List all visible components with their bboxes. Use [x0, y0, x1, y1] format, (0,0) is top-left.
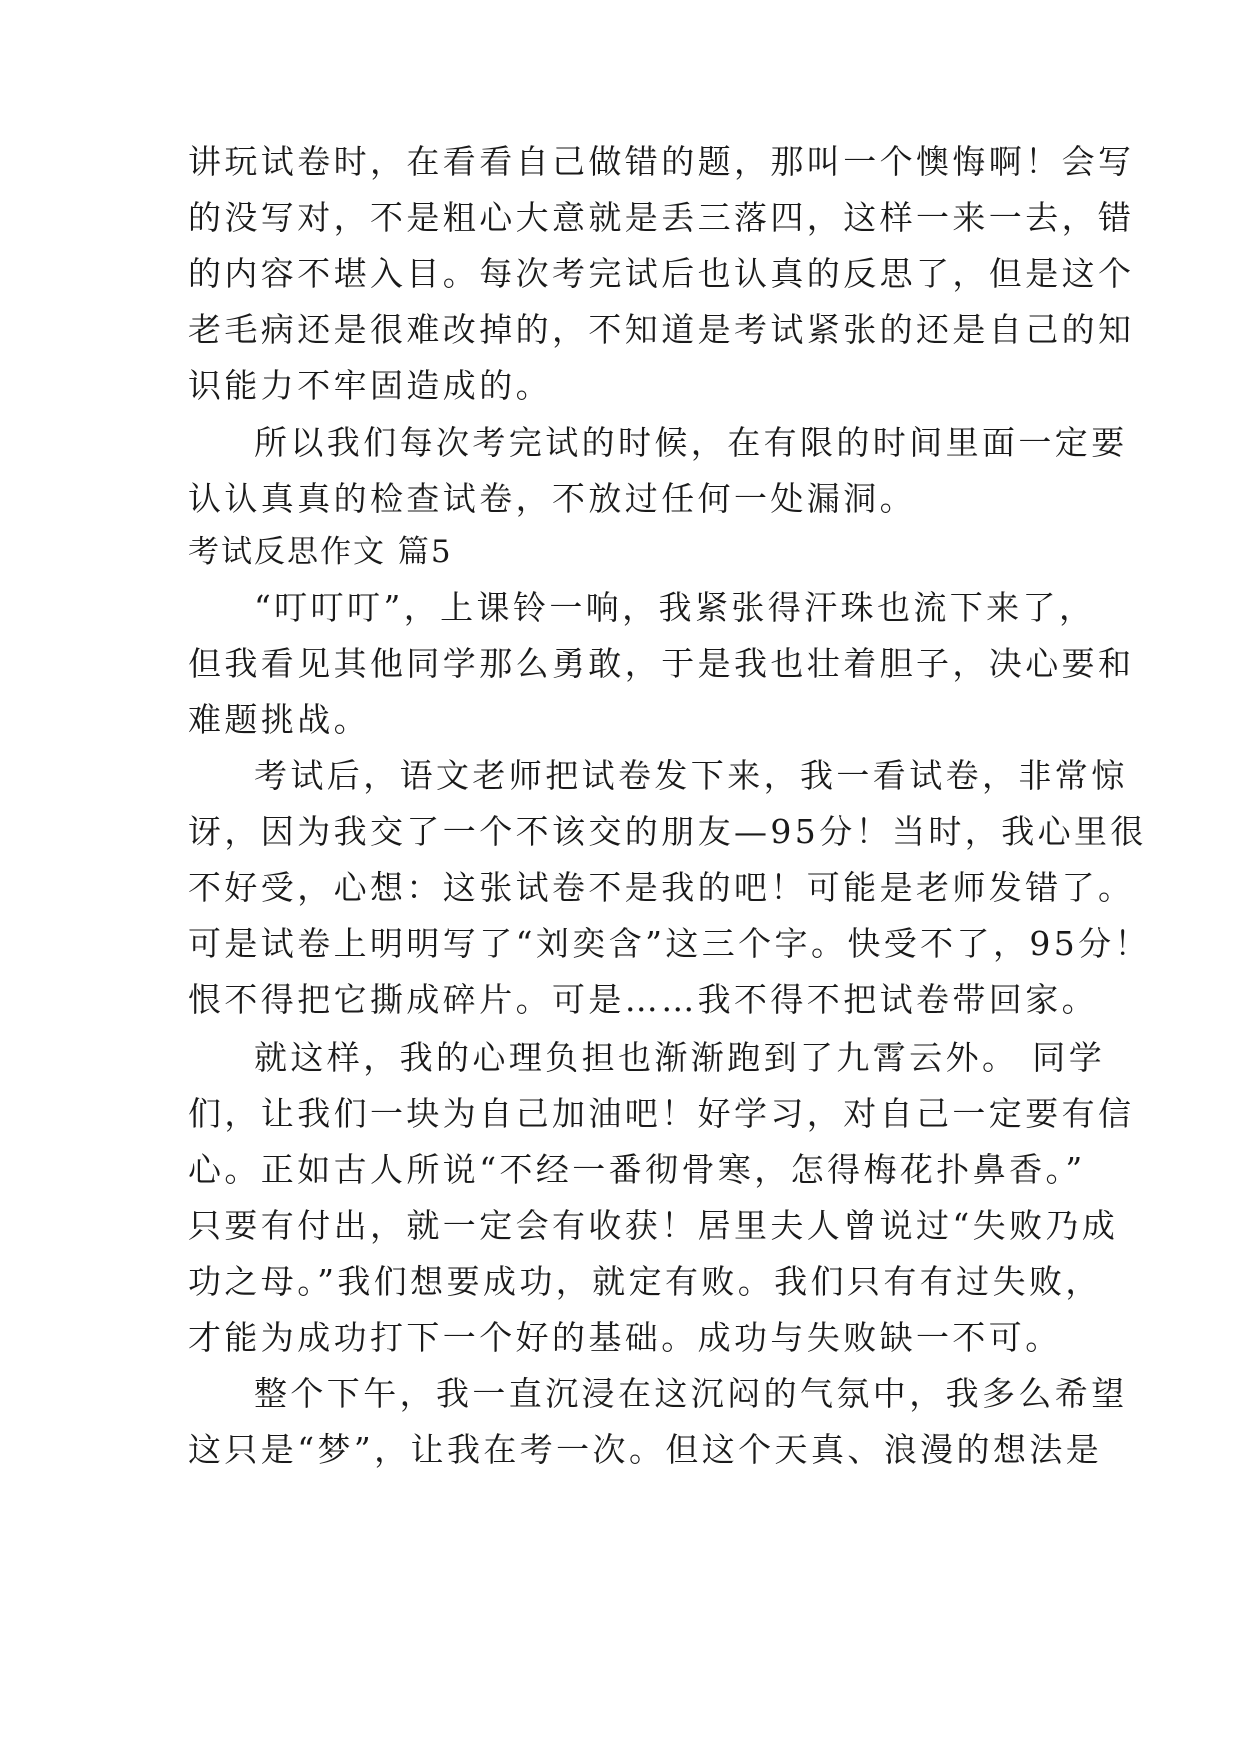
- paragraph-line: 讲玩试卷时，在看看自己做错的题，那叫一个懊悔啊！会写: [188, 142, 1135, 181]
- paragraph-line: 但我看见其他同学那么勇敢，于是我也壮着胆子，决心要和: [188, 644, 1135, 683]
- paragraph-line: 的没写对，不是粗心大意就是丢三落四，这样一来一去，错: [188, 198, 1135, 237]
- paragraph-line: 才能为成功打下一个好的基础。成功与失败缺一不可。: [188, 1318, 1062, 1357]
- paragraph-line: 所以我们每次考完试的时候，在有限的时间里面一定要: [254, 423, 1128, 462]
- paragraph-line: 只要有付出，就一定会有收获！居里夫人曾说过“失败乃成: [188, 1206, 1119, 1245]
- paragraph-line: 老毛病还是很难改掉的，不知道是考试紧张的还是自己的知: [188, 310, 1135, 349]
- paragraph-line: 考试后，语文老师把试卷发下来，我一看试卷，非常惊: [254, 756, 1128, 795]
- paragraph-line: 认认真真的检查试卷，不放过任何一处漏洞。: [188, 479, 916, 518]
- paragraph-line: 难题挑战。: [188, 700, 370, 739]
- paragraph-line: 恨不得把它撕成碎片。可是……我不得不把试卷带回家。: [188, 980, 1098, 1019]
- paragraph-line: 整个下午，我一直沉浸在这沉闷的气氛中，我多么希望: [254, 1374, 1128, 1413]
- paragraph-line: 不好受，心想：这张试卷不是我的吧！可能是老师发错了。: [188, 868, 1135, 907]
- paragraph-line: 就这样，我的心理负担也渐渐跑到了九霄云外。 同学: [254, 1038, 1106, 1077]
- paragraph-line: 们，让我们一块为自己加油吧！好学习，对自己一定要有信: [188, 1094, 1135, 1133]
- section-heading: 考试反思作文 篇5: [188, 534, 453, 570]
- paragraph-line: 的内容不堪入目。每次考完试后也认真的反思了，但是这个: [188, 254, 1135, 293]
- paragraph-line: “叮叮叮”，上课铃一响，我紧张得汗珠也流下来了，: [254, 588, 1096, 627]
- paragraph-line: 讶，因为我交了一个不该交的朋友—95分！当时，我心里很: [188, 812, 1147, 851]
- paragraph-line: 功之母。”我们想要成功，就定有败。我们只有有过失败，: [188, 1262, 1102, 1301]
- paragraph-line: 可是试卷上明明写了“刘奕含”这三个字。快受不了，95分！: [188, 924, 1151, 963]
- paragraph-line: 识能力不牢固造成的。: [188, 366, 552, 405]
- paragraph-line: 这只是“梦”，让我在考一次。但这个天真、浪漫的想法是: [188, 1430, 1103, 1469]
- paragraph-line: 心。正如古人所说“不经一番彻骨寒，怎得梅花扑鼻香。”: [188, 1150, 1086, 1189]
